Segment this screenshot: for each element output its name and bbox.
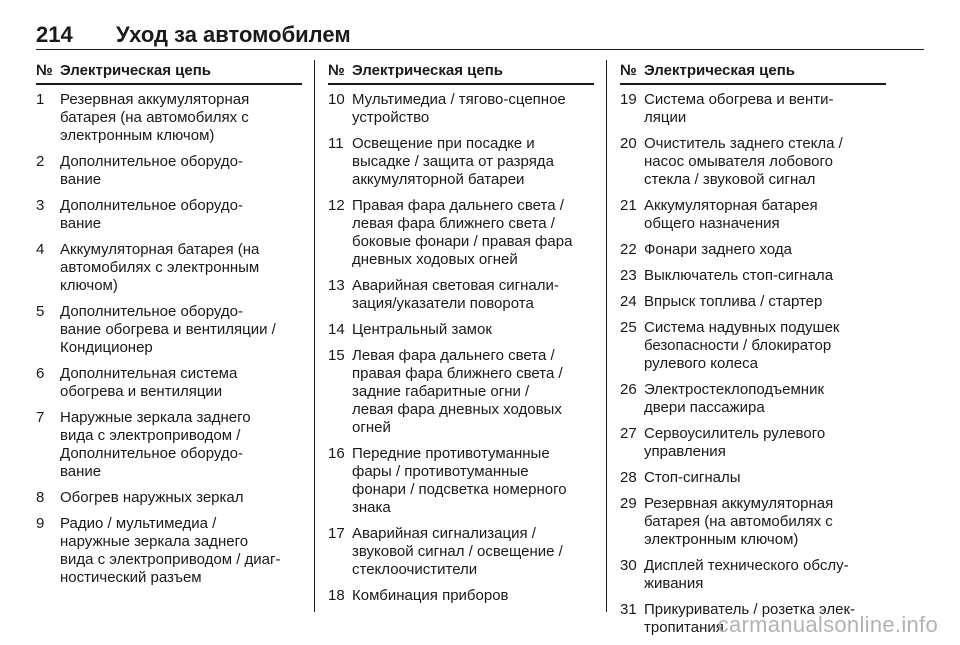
fuse-number: 7 xyxy=(36,409,45,426)
table-header xyxy=(620,62,886,85)
table-row xyxy=(620,557,886,593)
fuse-number: 21 xyxy=(620,197,637,214)
table-row xyxy=(36,303,302,357)
fuse-table-column-3 xyxy=(620,62,886,645)
table-row xyxy=(328,197,594,269)
fuse-number: 1 xyxy=(36,91,45,108)
header-num: № xyxy=(36,62,53,79)
circuit-name: Аварийная световая сигнали- зация/указатели поворота xyxy=(352,277,559,312)
table-row xyxy=(36,489,302,507)
circuit-name: Очиститель заднего стекла / насос омывателя лобового стекла / звуковой сигнал xyxy=(644,135,843,188)
fuse-table-column-2 xyxy=(328,62,594,613)
table-row xyxy=(620,135,886,189)
circuit-name: Правая фара дальнего света / левая фара ближнего света / боковые фонари / правая фара дневных ходовых огней xyxy=(352,197,573,268)
table-row xyxy=(36,91,302,145)
fuse-number: 11 xyxy=(328,135,344,152)
fuse-number: 13 xyxy=(328,277,345,294)
circuit-name: Обогрев наружных зеркал xyxy=(60,489,244,506)
circuit-name: Передние противотуманные фары / противотуманные фонари / подсветка номерного знака xyxy=(352,445,567,516)
circuit-name: Дополнительная система обогрева и вентиляции xyxy=(60,365,238,400)
table-row xyxy=(328,91,594,127)
circuit-name: Стоп-сигналы xyxy=(644,469,741,486)
circuit-name: Комбинация приборов xyxy=(352,587,509,604)
fuse-number: 26 xyxy=(620,381,637,398)
table-rows xyxy=(36,91,302,587)
table-row xyxy=(36,153,302,189)
fuse-number: 3 xyxy=(36,197,45,214)
fuse-number: 30 xyxy=(620,557,637,574)
fuse-number: 17 xyxy=(328,525,345,542)
fuse-number: 5 xyxy=(36,303,45,320)
table-row xyxy=(620,197,886,233)
circuit-name: Мультимедиа / тягово-сцепное устройство xyxy=(352,91,566,126)
watermark: carmanualsonline.info xyxy=(717,612,938,637)
circuit-name: Центральный замок xyxy=(352,321,492,338)
page-header xyxy=(36,22,924,48)
fuse-number: 6 xyxy=(36,365,45,382)
column-divider xyxy=(606,60,607,612)
header-num: № xyxy=(620,62,637,79)
table-row xyxy=(328,525,594,579)
table-row xyxy=(36,241,302,295)
column-divider xyxy=(314,60,315,612)
header-circuit: Электрическая цепь xyxy=(60,62,212,79)
fuse-number: 14 xyxy=(328,321,345,338)
fuse-number: 9 xyxy=(36,515,45,532)
circuit-name: Резервная аккумуляторная батарея (на автомобилях с электронным ключом) xyxy=(644,495,834,548)
fuse-number: 27 xyxy=(620,425,637,442)
table-row xyxy=(620,425,886,461)
fuse-number: 18 xyxy=(328,587,345,604)
table-row xyxy=(620,91,886,127)
circuit-name: Дисплей технического обслу- живания xyxy=(644,557,849,592)
header-circuit: Электрическая цепь xyxy=(644,62,796,79)
circuit-name: Фонари заднего хода xyxy=(644,241,792,258)
circuit-name: Резервная аккумуляторная батарея (на автомобилях с электронным ключом) xyxy=(60,91,250,144)
table-rows xyxy=(620,91,886,637)
fuse-number: 12 xyxy=(328,197,345,214)
circuit-name: Прикуриватель / розетка элек- тропитания xyxy=(644,601,856,636)
circuit-name: Выключатель стоп-сигнала xyxy=(644,267,834,284)
circuit-name: Система надувных подушек безопасности / блокиратор рулевого колеса xyxy=(644,319,840,372)
table-header xyxy=(36,62,302,85)
fuse-number: 10 xyxy=(328,91,345,108)
circuit-name: Аккумуляторная батарея (на автомобилях с электронным ключом) xyxy=(60,241,260,294)
fuse-number: 8 xyxy=(36,489,45,506)
fuse-number: 29 xyxy=(620,495,637,512)
circuit-name: Аккумуляторная батарея общего назначения xyxy=(644,197,818,232)
table-row xyxy=(328,347,594,437)
fuse-number: 31 xyxy=(620,601,637,618)
table-row xyxy=(620,319,886,373)
fuse-number: 22 xyxy=(620,241,637,258)
header-rule xyxy=(36,49,924,50)
circuit-name: Наружные зеркала заднего вида с электроприводом / Дополнительное оборудо- вание xyxy=(60,409,251,480)
table-row xyxy=(620,293,886,311)
table-row xyxy=(620,241,886,259)
fuse-number: 4 xyxy=(36,241,45,258)
fuse-table-column-1 xyxy=(36,62,302,595)
fuse-number: 24 xyxy=(620,293,637,310)
fuse-number: 28 xyxy=(620,469,637,486)
table-row xyxy=(620,267,886,285)
table-row xyxy=(36,409,302,481)
fuse-number: 19 xyxy=(620,91,637,108)
table-row xyxy=(36,365,302,401)
circuit-name: Впрыск топлива / стартер xyxy=(644,293,823,310)
table-row xyxy=(328,445,594,517)
fuse-number: 2 xyxy=(36,153,45,170)
circuit-name: Дополнительное оборудо- вание обогрева и вентиляции / Кондиционер xyxy=(60,303,276,356)
fuse-number: 20 xyxy=(620,135,637,152)
table-row xyxy=(620,469,886,487)
table-row xyxy=(328,321,594,339)
circuit-name: Электростеклоподъемник двери пассажира xyxy=(644,381,825,416)
page-title: Уход за автомобилем xyxy=(116,22,351,47)
table-row xyxy=(328,135,594,189)
table-row xyxy=(620,381,886,417)
table-row xyxy=(36,197,302,233)
table-header xyxy=(328,62,594,85)
fuse-number: 16 xyxy=(328,445,345,462)
circuit-name: Освещение при посадке и высадке / защита от разряда аккумуляторной батареи xyxy=(352,135,554,188)
fuse-number: 23 xyxy=(620,267,637,284)
circuit-name: Дополнительное оборудо- вание xyxy=(60,153,244,188)
header-num: № xyxy=(328,62,345,79)
table-rows xyxy=(328,91,594,605)
circuit-name: Дополнительное оборудо- вание xyxy=(60,197,244,232)
header-circuit: Электрическая цепь xyxy=(352,62,504,79)
circuit-name: Аварийная сигнализация / звуковой сигнал / освещение / стеклоочистители xyxy=(352,525,563,578)
table-row xyxy=(328,587,594,605)
circuit-name: Сервоусилитель рулевого управления xyxy=(644,425,826,460)
table-row xyxy=(36,515,302,587)
table-row xyxy=(620,495,886,549)
circuit-name: Система обогрева и венти- ляции xyxy=(644,91,834,126)
fuse-number: 25 xyxy=(620,319,637,336)
page-number: 214 xyxy=(36,22,73,47)
fuse-number: 15 xyxy=(328,347,345,364)
circuit-name: Радио / мультимедиа / наружные зеркала заднего вида с электроприводом / диаг- ностический разъем xyxy=(60,515,281,586)
circuit-name: Левая фара дальнего света / правая фара ближнего света / задние габаритные огни / левая фара дневных ходовых огней xyxy=(352,347,563,436)
table-row xyxy=(328,277,594,313)
